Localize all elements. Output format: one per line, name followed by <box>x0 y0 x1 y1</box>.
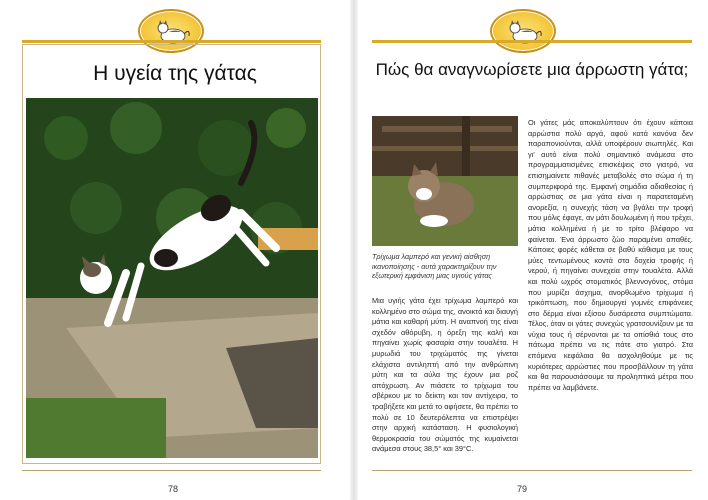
top-gold-rule <box>22 40 321 43</box>
page-number: 79 <box>516 484 527 494</box>
bottom-rule <box>372 470 692 471</box>
sitting-cat-illustration <box>372 116 518 246</box>
photo-caption: Τρίχωμα λαμπερό και γενική αίσθηση ικανοποίησης - αυτά χαρακτηρίζουν την εξωτερική εμφάνιση μιας υγιούς γάτας <box>372 252 497 281</box>
jumping-cat-illustration <box>26 98 318 458</box>
book-gutter <box>350 0 358 500</box>
section-title: Πώς θα αναγνωρίσετε μια άρρωστη γάτα; <box>375 60 689 79</box>
sitting-cat-photo <box>372 116 518 246</box>
body-text-column: Οι γάτες μάς αποκαλύπτουν ότι έχουν κάποια αρρώστια πολύ αργά, αφού κατά κανόνα δεν παραπονιούνται, αλλά υποφέρουν σιωπηλές. Και γι' αυτό είναι πολύ σημαντικό ανάμεσα στο προγραμματισμένες επισκέψεις στο γιατρό, να επισημαίνετε πιθανές μεταβολές στο σώμα ή τη συμπεριφορά της. Εμφανή σημάδια αδιαθεσίας ή αρρώστιας σε μια γάτα είναι η παρατεταμένη ανορεξία, η συνεχής τάση να βγάλει την τροφή που μόλις έφαγε, αν μάτι δουλωμένη ή που τρέχει, μάτια κολλημένα ή με το τρίτο βλέφαρο να φαίνεται. Ένα άρρωστο ζώο παραμένει απαθές. Κάποιες φορές κάθεται σε βαθύ κάθισμα με τους μύες τεντωμένους κοντά στα δοχεία τροφής ή νερού, ή πηγαίνει συνεχεία στην τουαλέτα. Αλλά και πολύ ωχρός στοματικός βλεννογόνος, στόμα που μυρίζει άσχημα, ανορθωμένο τρίχωμα ή τρικόπτωση, που δημιουργεί γυμνές επιφάνειες στο δέρμα είναι εξίσου δυσάρεστα συμπτώματα. Τέλος, όταν οι γάτες συνεχώς γρατσουνίζουν με τα νύχια τους ή σέρνονται με τα οπίσθιά τους στο πάτωμα πρέπει να τις πάτε στο γιατρό. Στα επόμενα κεφάλαια θα ασχοληθούμε με τις κυριότερες αρρώστιες που προσβάλλουν τη γάτα και θα παρουσιάσουμε τα προληπτικά μέτρα που πρέπει να λαμβάνετε. <box>528 118 693 392</box>
page-title: Η υγεία της γάτας <box>93 62 257 85</box>
page-number: 78 <box>167 484 178 494</box>
bottom-rule <box>22 470 321 471</box>
body-text-column: Μια υγιής γάτα έχει τρίχωμα λαμπερό και κολλημένο στο σώμα της, ανοικτά και διαυγή μάτια και καθαρή μύτη. Η αναπνοή της είναι σχεδόν αθόρυβη, η όρεξη της καλή και πηγαίνει χωρίς φασαρία στην τουαλέτα. Η μυρωδιά του τριχώματός της γίνεται ελάχιστα αντιληπτή από την ανθρώπινη μύτη και τα αύλα της έχουν μια ροζ απόχρωση. Αν πιάσετε το τρίχωμα του σβέρκου με το δείκτη και τον αντίχειρα, το τραβήξετε και μετά το αφήσετε, θα πρέπει το πολύ σε 10 δευτερόλεπτα να επιστρέψει στην αρχική κατάσταση. Η φυσιολογική θερμοκρασία του σώματός της κυμαίνεται ανάμεσα στους 38,5° και 39°C. <box>372 296 518 454</box>
top-gold-rule <box>372 40 692 43</box>
jumping-cat-photo <box>26 98 318 458</box>
cat-medallion-icon <box>490 9 556 53</box>
